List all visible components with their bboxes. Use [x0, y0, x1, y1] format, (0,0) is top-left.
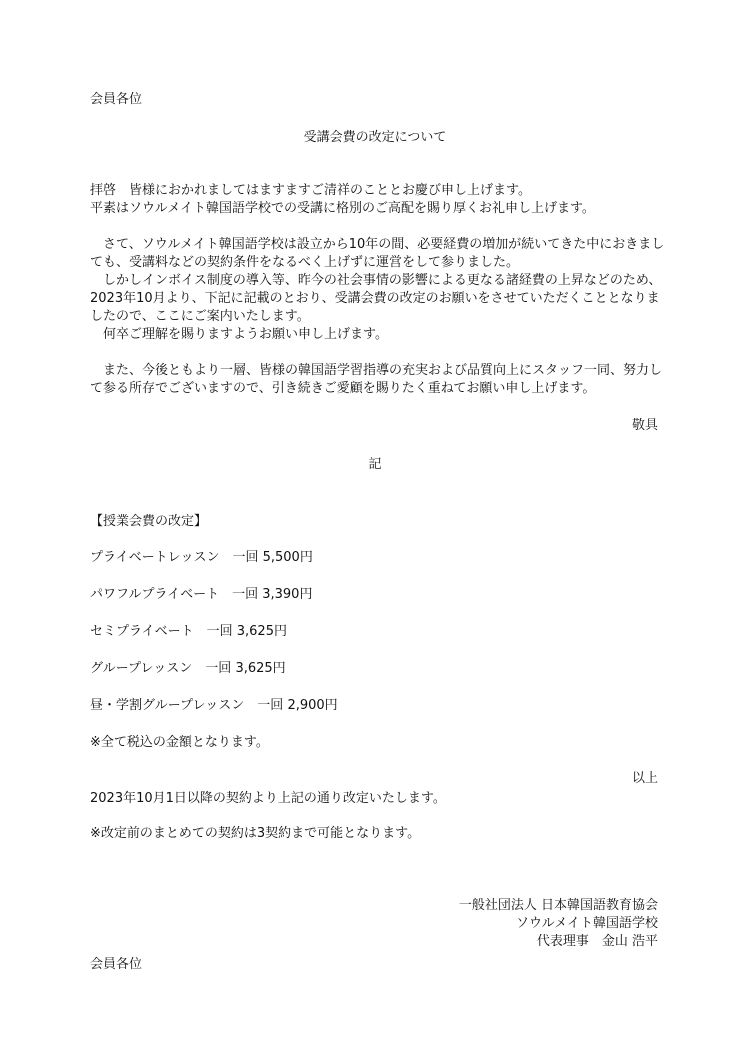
- price-item: プライベートレッスン 一回 5,500円: [90, 550, 313, 565]
- section-heading: 【授業会費の改定】: [90, 514, 208, 529]
- greeting-line: 拝啓 皆様におかれましてはますますご清祥のこととお慶び申し上げます。: [90, 183, 531, 198]
- body-block: [90, 236, 670, 344]
- price-item: グループレッスン 一回 3,625円: [90, 661, 286, 676]
- greeting-block: [90, 182, 670, 218]
- signature-representative: 代表理事 金山 浩平: [536, 934, 658, 949]
- addressee-bottom: 会員各位: [90, 957, 143, 972]
- closing-paragraph: また、今後ともより一層、皆様の韓国語学習指導の充実および品質向上にスタッフ一同、努力して参る所存でございますので、引き続きご愛顧を賜りたく重ねてお願い申し上げます。: [90, 363, 663, 396]
- addressee-top: 会員各位: [90, 92, 143, 107]
- price-item: パワフルプライベート 一回 3,390円: [90, 587, 313, 602]
- contract-note: ※改定前のまとめての契約は3契約まで可能となります。: [90, 826, 421, 841]
- signature-school: ソウルメイト韓国語学校: [516, 916, 658, 931]
- body-paragraph: しかしインボイス制度の導入等、昨今の社会事情の影響による更なる諸経費の上昇などのため、2023年10月より、下記に記載のとおり、受講会費の改定のお願いをさせていただくこととなりましたので、ここにご案内いたします。: [90, 273, 662, 324]
- greeting-line: 平素はソウルメイト韓国語学校での受講に格別のご高配を賜り厚くお礼申し上げます。: [90, 201, 595, 216]
- effective-note: 2023年10月1日以降の契約より上記の通り改定いたします。: [90, 791, 446, 806]
- keigu: 敬具: [631, 418, 658, 433]
- price-item: セミプライベート 一回 3,625円: [90, 624, 287, 639]
- ki-marker: 記: [368, 457, 382, 472]
- signature-block: [459, 897, 658, 951]
- body-paragraph: 何卒ご理解を賜りますようお願い申し上げます。: [90, 327, 388, 342]
- price-item: 昼・学割グループレッスン 一回 2,900円: [90, 698, 338, 713]
- document-title: 受講会費の改定について: [303, 130, 447, 145]
- ijou: 以上: [631, 771, 658, 786]
- tax-note: ※全て税込の金額となります。: [90, 735, 269, 750]
- signature-org: 一般社団法人 日本韓国語教育協会: [458, 898, 658, 913]
- body-paragraph: さて、ソウルメイト韓国語学校は設立から10年の間、必要経費の増加が続いてきた中におきましても、受講料などの契約条件をなるべく上げずに運営をして参りました。: [90, 237, 665, 270]
